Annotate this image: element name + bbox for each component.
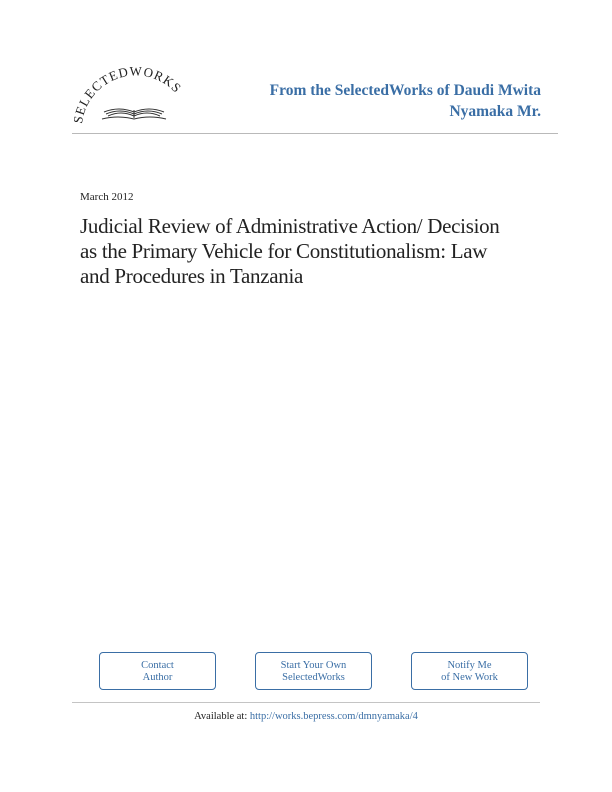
logo-text: LECTEDWORKS bbox=[75, 66, 185, 109]
available-at-label: Available at: bbox=[194, 711, 248, 722]
contact-author-label-2: Author bbox=[142, 672, 173, 683]
notify-new-work-label-2: of New Work bbox=[441, 672, 498, 683]
publication-date: March 2012 bbox=[80, 191, 134, 203]
open-book-logo-icon bbox=[74, 66, 194, 130]
title-line-3: and Procedures in Tanzania bbox=[80, 264, 304, 288]
footer-divider bbox=[72, 702, 540, 703]
available-url-link[interactable]: http://works.bepress.com/dmnyamaka/4 bbox=[249, 711, 418, 722]
availability-line bbox=[0, 711, 612, 722]
contact-author-label-1: Contact bbox=[141, 660, 174, 671]
start-selectedworks-label-1: Start Your Own bbox=[280, 660, 347, 671]
byline-line-1[interactable]: From the SelectedWorks of Daudi Mwita bbox=[269, 82, 541, 99]
selectedworks-logo bbox=[74, 66, 194, 130]
svg-text:SELECTEDWORKS bbox=[74, 66, 185, 125]
author-byline[interactable] bbox=[236, 80, 541, 122]
byline-line-2[interactable]: Nyamaka Mr. bbox=[449, 103, 541, 120]
start-selectedworks-button[interactable] bbox=[255, 652, 372, 690]
notify-new-work-button[interactable] bbox=[411, 652, 528, 690]
header-divider bbox=[72, 133, 558, 134]
document-title bbox=[80, 214, 550, 289]
notify-new-work-label-1: Notify Me bbox=[447, 660, 492, 671]
action-buttons bbox=[99, 652, 531, 692]
title-line-1: Judicial Review of Administrative Action/ Decision bbox=[80, 214, 500, 238]
contact-author-button[interactable] bbox=[99, 652, 216, 690]
start-selectedworks-label-2: SelectedWorks bbox=[282, 672, 345, 683]
title-line-2: as the Primary Vehicle for Constitutionalism: Law bbox=[80, 239, 488, 263]
